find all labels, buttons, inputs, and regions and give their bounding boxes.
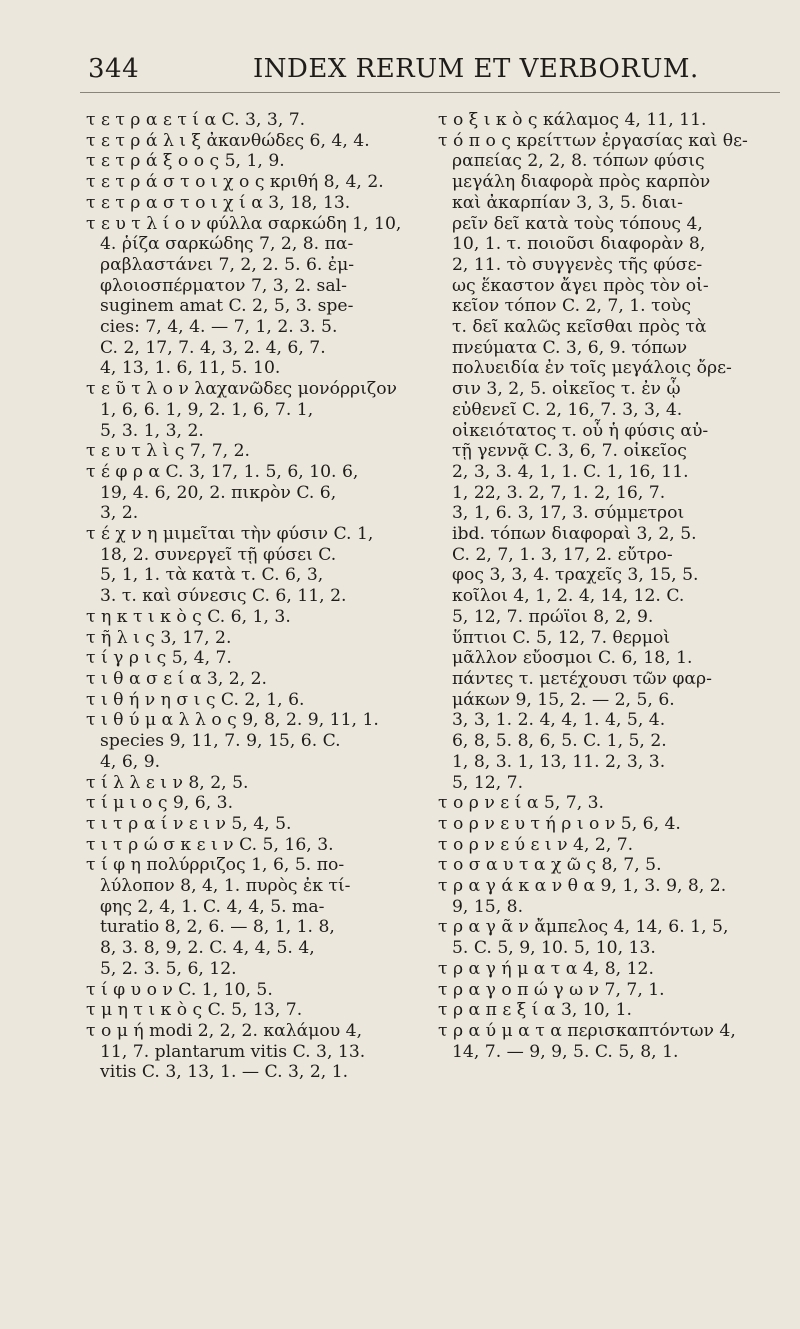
index-line: τ ε ῦ τ λ ο ν λαχανῶδες μονόρριζον xyxy=(86,379,398,400)
index-line: τ ί μ ι ο ς 9, 6, 3. xyxy=(86,793,234,814)
index-line: τ ε τ ρ α ε τ ί α C. 3, 3, 7. xyxy=(86,110,306,130)
index-line: 2, 11. τὸ συγγενὲς τῆς φύσε- xyxy=(452,254,703,275)
index-line: 3, 1, 6. 3, 17, 3. σύμμετροι xyxy=(452,503,685,524)
index-line: τῇ γεννᾷ C. 3, 6, 7. οἰκεῖος xyxy=(452,441,687,462)
index-line: μεγάλη διαφορὰ πρὸς καρπὸν xyxy=(452,172,711,193)
index-line: 14, 7. — 9, 9, 5. C. 5, 8, 1. xyxy=(452,1041,679,1062)
index-line: 9, 15, 8. xyxy=(452,896,524,917)
index-line: 1, 6, 6. 1, 9, 2. 1, 6, 7. 1, xyxy=(100,399,314,420)
index-line: τ ι θ ή ν η σ ι ς C. 2, 1, 6. xyxy=(86,689,305,710)
index-line: οἰκειότατος τ. οὗ ἡ φύσις αὐ- xyxy=(452,420,709,441)
index-line: τ έ φ ρ α C. 3, 17, 1. 5, 6, 10. 6, xyxy=(86,461,359,482)
index-line: 18, 2. συνεργεῖ τῇ φύσει C. xyxy=(100,544,337,565)
page-number: 344 xyxy=(88,54,140,84)
index-line: τ ί λ λ ε ι ν 8, 2, 5. xyxy=(86,772,249,793)
index-line: πνεύματα C. 3, 6, 9. τόπων xyxy=(452,337,688,358)
index-line: τ ε τ ρ ά ξ ο ο ς 5, 1, 9. xyxy=(86,151,285,172)
index-line: 3, 3, 1. 2. 4, 4, 1. 4, 5, 4. xyxy=(452,710,666,731)
index-line: 5. C. 5, 9, 10. 5, 10, 13. xyxy=(452,938,656,959)
index-line: C. 2, 17, 7. 4, 3, 2. 4, 6, 7. xyxy=(100,337,326,358)
index-line: φλοιοσπέρματον 7, 3, 2. sal- xyxy=(100,275,347,296)
index-line: ibd. τόπων διαφοραὶ 3, 2, 5. xyxy=(452,524,697,545)
index-line: τ ο ρ ν ε ί α 5, 7, 3. xyxy=(438,793,605,814)
index-line: τ ο μ ή modi 2, 2, 2. καλάμου 4, xyxy=(86,1020,363,1041)
index-line: τ ι θ ύ μ α λ λ ο ς 9, 8, 2. 9, 11, 1. xyxy=(86,710,379,731)
index-line: τ ρ α γ ά κ α ν θ α 9, 1, 3. 9, 8, 2. xyxy=(438,876,727,897)
index-line: καὶ ἀκαρπίαν 3, 3, 5. διαι- xyxy=(452,192,683,213)
index-line: 5, 12, 7. πρώϊοι 8, 2, 9. xyxy=(452,606,654,627)
index-line: τ. δεῖ καλῶς κεῖσθαι πρὸς τὰ xyxy=(452,317,707,338)
index-line: τ η κ τ ι κ ὸ ς C. 6, 1, 3. xyxy=(86,606,291,627)
index-line: ρεῖν δεῖ κατὰ τοὺς τόπους 4, xyxy=(452,213,703,234)
index-line: μάκων 9, 15, 2. — 2, 5, 6. xyxy=(452,689,675,710)
index-line: 6, 8, 5. 8, 6, 5. C. 1, 5, 2. xyxy=(452,731,667,752)
index-line: 3. τ. καὶ σύνεσις C. 6, 11, 2. xyxy=(100,586,347,607)
index-line: ὕπτιοι C. 5, 12, 7. θερμοὶ xyxy=(452,627,671,648)
index-line: σιν 3, 2, 5. οἰκεῖος τ. ἐν ᾧ xyxy=(452,379,681,400)
index-line: 19, 4. 6, 20, 2. πικρὸν C. 6, xyxy=(100,482,337,503)
index-line: τ ο ξ ι κ ὸ ς κάλαμος 4, 11, 11. xyxy=(438,110,707,130)
index-line: τ ρ α γ ᾶ ν ἄμπελος 4, 14, 6. 1, 5, xyxy=(438,917,729,938)
header-rule xyxy=(80,92,780,93)
index-line: τ ρ α γ ο π ώ γ ω ν 7, 7, 1. xyxy=(438,979,665,1000)
index-line: τ ρ α π ε ξ ί α 3, 10, 1. xyxy=(438,1000,632,1021)
index-line: 4. ῥίζα σαρκώδης 7, 2, 8. πα- xyxy=(100,234,354,255)
index-line: πολυειδία ἐν τοῖς μεγάλοις ὄρε- xyxy=(452,358,732,379)
index-line: 5, 12, 7. xyxy=(452,772,524,793)
index-line: suginem amat C. 2, 5, 3. spe- xyxy=(100,296,354,317)
index-line: 5, 3. 1, 3, 2. xyxy=(100,420,204,441)
index-line: vitis C. 3, 13, 1. — C. 3, 2, 1. xyxy=(100,1062,349,1083)
index-line: φης 2, 4, 1. C. 4, 4, 5. ma- xyxy=(100,896,325,917)
index-line: τ ο σ α υ τ α χ ῶ ς 8, 7, 5. xyxy=(438,855,662,876)
index-line: τ ι τ ρ ώ σ κ ε ι ν C. 5, 16, 3. xyxy=(86,834,334,855)
running-title: INDEX RERUM ET VERBORUM. xyxy=(253,54,699,84)
index-line: 5, 2. 3. 5, 6, 12. xyxy=(100,958,237,979)
index-line: 1, 22, 3. 2, 7, 1. 2, 16, 7. xyxy=(452,482,666,503)
index-line: τ ί φ υ ο ν C. 1, 10, 5. xyxy=(86,979,273,1000)
index-line: C. 2, 7, 1. 3, 17, 2. εὔτρο- xyxy=(452,544,673,565)
index-line: 5, 1, 1. τὰ κατὰ τ. C. 6, 3, xyxy=(100,565,324,586)
index-line: 1, 8, 3. 1, 13, 11. 2, 3, 3. xyxy=(452,751,666,772)
index-line: τ ε υ τ λ ὶ ς 7, 7, 2. xyxy=(86,441,250,462)
index-line: 2, 3, 3. 4, 1, 1. C. 1, 16, 11. xyxy=(452,461,689,482)
index-line: τ ό π ο ς κρείττων ἐργασίας καὶ θε- xyxy=(438,130,748,151)
index-line: τ ε τ ρ ά σ τ ο ι χ ο ς κριθή 8, 4, 2. xyxy=(86,172,384,193)
index-line: τ ο ρ ν ε ύ ε ι ν 4, 2, 7. xyxy=(438,834,634,855)
index-line: τ ο ρ ν ε υ τ ή ρ ι ο ν 5, 6, 4. xyxy=(438,813,681,834)
index-line: τ ρ α γ ή μ α τ α 4, 8, 12. xyxy=(438,958,654,979)
index-line: τ μ η τ ι κ ὸ ς C. 5, 13, 7. xyxy=(86,1000,303,1021)
index-line: ραβλαστάνει 7, 2, 2. 5. 6. ἐμ- xyxy=(100,254,355,275)
index-line: τ ῆ λ ι ς 3, 17, 2. xyxy=(86,627,232,648)
index-line: τ ε τ ρ α σ τ ο ι χ ί α 3, 18, 13. xyxy=(86,192,351,213)
index-line: τ ί γ ρ ι ς 5, 4, 7. xyxy=(86,648,232,669)
index-line: ως ἕκαστον ἄγει πρὸς τὸν οἰ- xyxy=(452,275,709,296)
index-line: τ ι τ ρ α ί ν ε ι ν 5, 4, 5. xyxy=(86,813,292,834)
index-line: 4, 6, 9. xyxy=(100,751,161,772)
index-line: τ ε τ ρ ά λ ι ξ ἀκανθώδες 6, 4, 4. xyxy=(86,130,370,151)
index-line: μᾶλλον εὔοσμοι C. 6, 18, 1. xyxy=(452,648,693,669)
index-line: τ ε υ τ λ ί ο ν φύλλα σαρκώδη 1, 10, xyxy=(86,213,402,234)
index-line: turatio 8, 2, 6. — 8, 1, 1. 8, xyxy=(100,917,335,938)
index-line: τ έ χ ν η μιμεῖται τὴν φύσιν C. 1, xyxy=(86,524,374,545)
index-line: 4, 13, 1. 6, 11, 5. 10. xyxy=(100,358,281,379)
index-line: ραπείας 2, 2, 8. τόπων φύσις xyxy=(452,151,705,172)
index-line: 3, 2. xyxy=(100,503,139,524)
index-line: κεῖον τόπον C. 2, 7, 1. τοὺς xyxy=(452,296,692,317)
index-line: φος 3, 3, 4. τραχεῖς 3, 15, 5. xyxy=(452,565,699,586)
index-line: 8, 3. 8, 9, 2. C. 4, 4, 5. 4, xyxy=(100,938,315,959)
index-line: τ ρ α ύ μ α τ α περισκαπτόντων 4, xyxy=(438,1020,736,1041)
index-line: 11, 7. plantarum vitis C. 3, 13. xyxy=(100,1041,366,1062)
page-header xyxy=(88,54,778,94)
index-line: κοῖλοι 4, 1, 2. 4, 14, 12. C. xyxy=(452,586,685,607)
index-line: cies: 7, 4, 4. — 7, 1, 2. 3. 5. xyxy=(100,317,338,338)
right-column xyxy=(438,110,778,1062)
index-line: species 9, 11, 7. 9, 15, 6. C. xyxy=(100,731,341,752)
index-line: πάντες τ. μετέχουσι τῶν φαρ- xyxy=(452,668,712,689)
index-line: εὐθενεῖ C. 2, 16, 7. 3, 3, 4. xyxy=(452,399,683,420)
index-line: τ ι θ α σ ε ί α 3, 2, 2. xyxy=(86,668,268,689)
index-line: 10, 1. τ. ποιοῦσι διαφορὰν 8, xyxy=(452,234,706,255)
index-line: λύλοπον 8, 4, 1. πυρὸς ἐκ τί- xyxy=(100,876,351,897)
index-line: τ ί φ η πολύρριζος 1, 6, 5. πο- xyxy=(86,855,345,876)
left-column xyxy=(86,110,416,1083)
